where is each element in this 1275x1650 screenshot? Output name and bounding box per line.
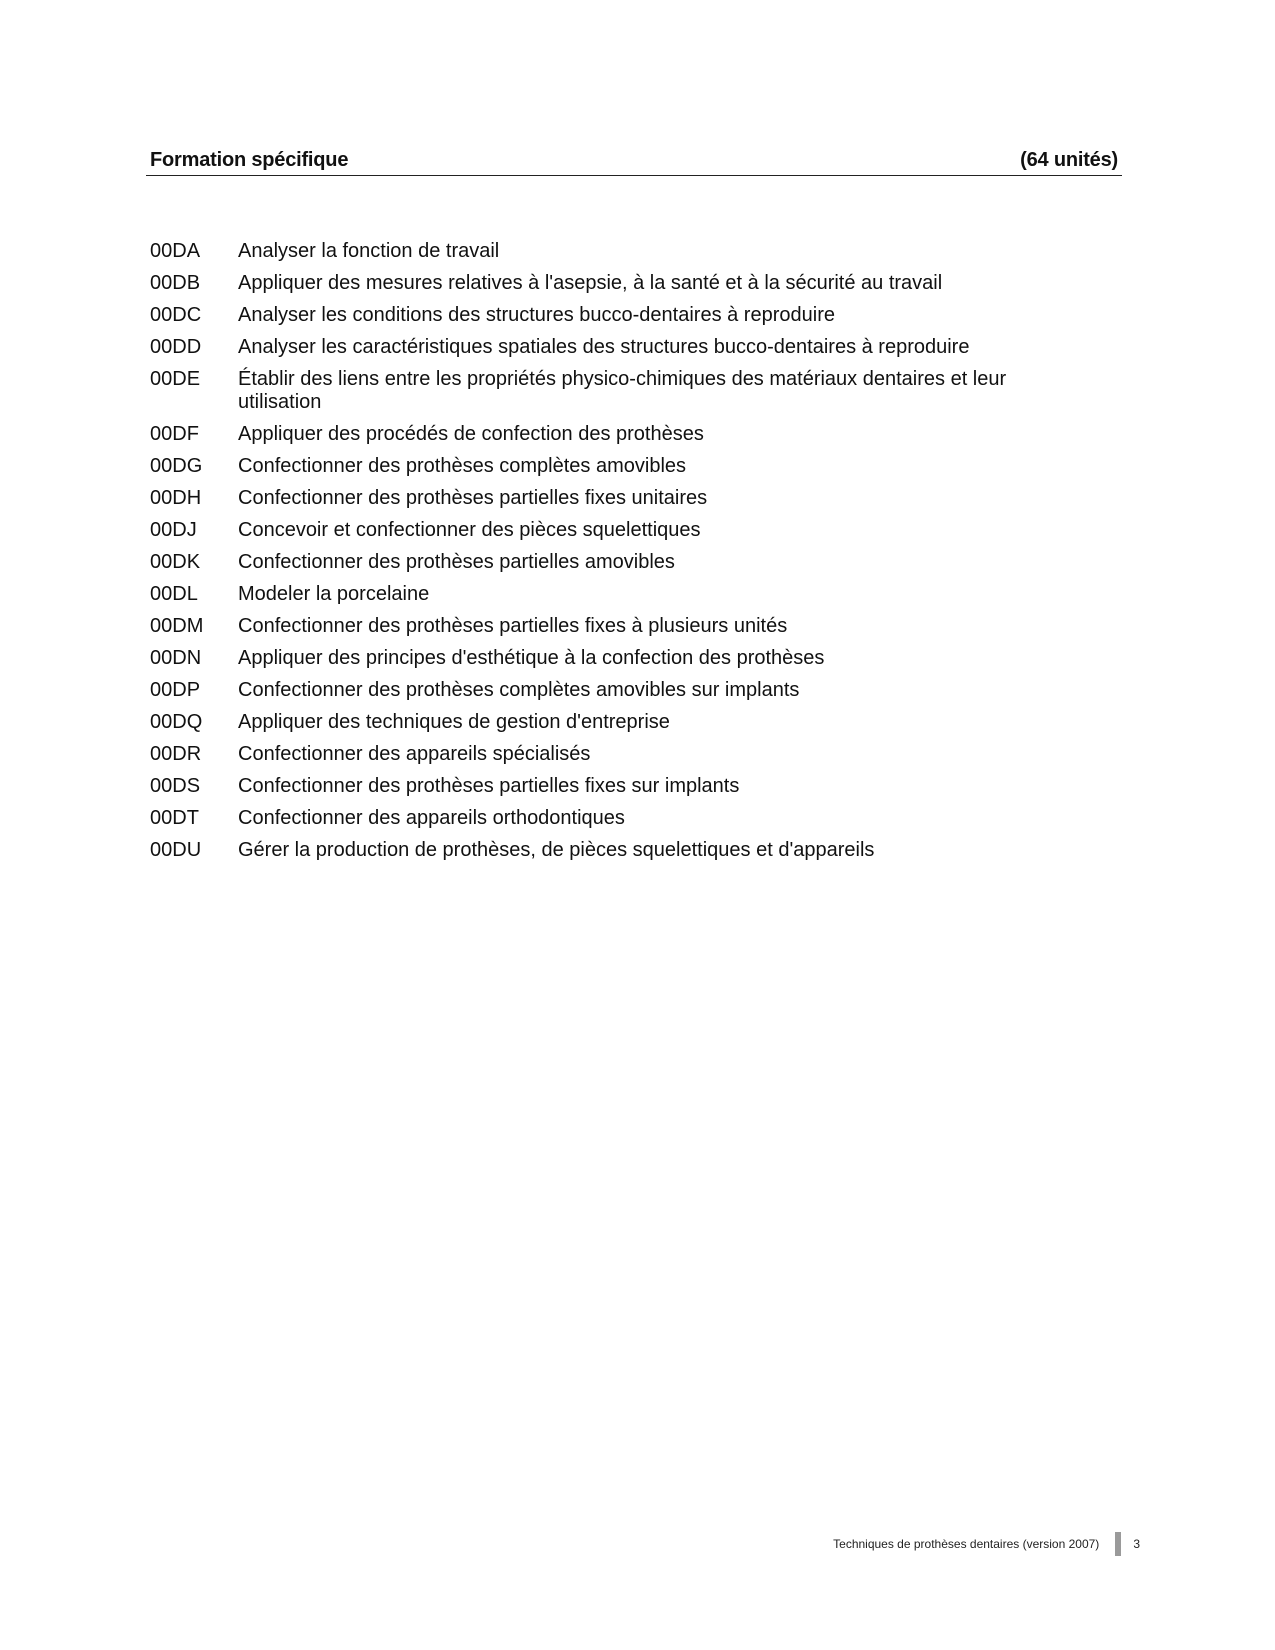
course-code: 00DU (150, 839, 202, 861)
list-item (150, 711, 1080, 734)
course-code: 00DK (150, 551, 201, 573)
list-item (150, 839, 1080, 862)
course-code: 00DR (150, 743, 202, 765)
course-code: 00DT (150, 807, 199, 829)
course-title: Confectionner des prothèses partielles fixes à plusieurs unités (238, 615, 788, 637)
course-list (150, 240, 1080, 871)
course-title: Gérer la production de prothèses, de pièces squelettiques et d'appareils (238, 839, 875, 861)
course-title: Analyser les conditions des structures bucco-dentaires à reproduire (238, 304, 835, 326)
course-title: Confectionner des prothèses partielles fixes sur implants (238, 775, 740, 797)
course-code: 00DG (150, 455, 203, 477)
course-title: Confectionner des appareils spécialisés (238, 743, 591, 765)
course-code: 00DA (150, 240, 201, 262)
page-footer (700, 1532, 1140, 1556)
list-item (150, 519, 1080, 542)
course-title: Confectionner des prothèses complètes amovibles sur implants (238, 679, 800, 701)
course-title: Appliquer des techniques de gestion d'entreprise (238, 711, 670, 733)
list-item (150, 455, 1080, 478)
section-units: (64 unités) (1020, 149, 1118, 171)
course-code: 00DS (150, 775, 201, 797)
list-item (150, 304, 1080, 327)
list-item (150, 775, 1080, 798)
course-code: 00DC (150, 304, 202, 326)
course-title: Confectionner des prothèses partielles fixes unitaires (238, 487, 708, 509)
list-item (150, 583, 1080, 606)
list-item (150, 368, 1080, 414)
list-item (150, 615, 1080, 638)
course-code: 00DM (150, 615, 204, 637)
course-code: 00DH (150, 487, 202, 509)
course-title: Analyser les caractéristiques spatiales des structures bucco-dentaires à reproduire (238, 336, 970, 358)
course-title: Concevoir et confectionner des pièces squelettiques (238, 519, 701, 541)
list-item (150, 743, 1080, 766)
course-code: 00DL (150, 583, 198, 605)
section-title: Formation spécifique (150, 149, 349, 171)
course-code: 00DD (150, 336, 202, 358)
footer-divider (1115, 1532, 1121, 1556)
course-code: 00DJ (150, 519, 197, 541)
list-item (150, 679, 1080, 702)
list-item (150, 423, 1080, 446)
list-item (150, 336, 1080, 359)
footer-document-title: Techniques de prothèses dentaires (version 2007) (833, 1537, 1100, 1551)
course-code: 00DF (150, 423, 199, 445)
course-title: Confectionner des prothèses partielles amovibles (238, 551, 675, 573)
course-title: Appliquer des mesures relatives à l'asepsie, à la santé et à la sécurité au travail (238, 272, 943, 294)
course-code: 00DP (150, 679, 201, 701)
course-code: 00DB (150, 272, 201, 294)
course-title: Confectionner des prothèses complètes amovibles (238, 455, 687, 477)
list-item (150, 647, 1080, 670)
course-title: Confectionner des appareils orthodontiques (238, 807, 625, 829)
list-item (150, 807, 1080, 830)
section-header (146, 148, 1122, 176)
list-item (150, 551, 1080, 574)
list-item (150, 272, 1080, 295)
course-code: 00DQ (150, 711, 203, 733)
course-title: Analyser la fonction de travail (238, 240, 500, 262)
course-code: 00DN (150, 647, 202, 669)
list-item (150, 240, 1080, 263)
course-title: Appliquer des principes d'esthétique à la confection des prothèses (238, 647, 825, 669)
course-title: Établir des liens entre les propriétés physico-chimiques des matériaux dentaires et leur utilisation (238, 368, 1007, 413)
page-number: 3 (1133, 1537, 1140, 1551)
course-title: Modeler la porcelaine (238, 583, 430, 605)
course-code: 00DE (150, 368, 201, 390)
course-title: Appliquer des procédés de confection des prothèses (238, 423, 704, 445)
list-item (150, 487, 1080, 510)
